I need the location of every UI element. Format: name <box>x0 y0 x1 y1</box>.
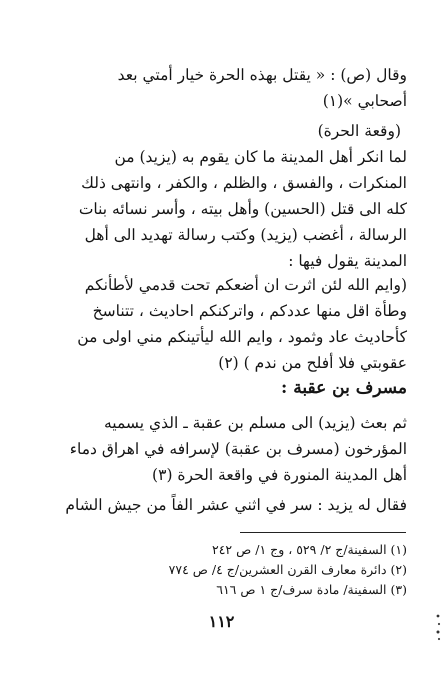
text-line: المدينة يقول فيها : <box>288 252 407 270</box>
quote-letter <box>36 272 407 376</box>
text-line: أهل المدينة المنورة في واقعة الحرة (٣) <box>152 466 407 484</box>
footnote-item: (٣) السفينة/ مادة سرف/ج ١ ص ٦١٦ <box>216 582 407 597</box>
footnote-divider <box>240 532 406 533</box>
scan-speck-icon <box>435 612 441 642</box>
section-heading: مسرف بن عقبة : <box>281 378 407 398</box>
paragraph-musrif <box>36 410 407 488</box>
text-line: فقال له يزيد : سر في اثني عشر الفاً من جيش الشام <box>65 496 407 514</box>
text-line: المؤرخون (مسرف بن عقبة) لإسرافه في اهراق دماء <box>69 440 407 458</box>
footnote-item: (٢) دائرة معارف القرن العشرين/ج ٤/ ص ٧٧٤ <box>168 562 407 577</box>
text-line: المنكرات ، والفسق ، والظلم ، والكفر ، وانتهى ذلك <box>81 174 407 192</box>
text-line: ثم بعث (يزيد) الى مسلم بن عقبة ـ الذي يسميه <box>103 414 407 432</box>
subheading-harra <box>36 118 407 144</box>
paragraph-command <box>36 492 407 518</box>
text-line: أصحابي »(١) <box>322 92 407 110</box>
paragraph-events <box>36 144 407 274</box>
text-line: عقوبتي فلا أفلح من ندم ) (٢) <box>218 354 407 372</box>
page-number: ١١٢ <box>208 612 235 631</box>
text-line: وقال (ص) : « يقتل بهذه الحرة خيار أمتي بعد <box>117 66 407 84</box>
text-line: لما انكر أهل المدينة ما كان يقوم به (يزيد) من <box>114 148 407 166</box>
text-line: الرسالة ، أغضب (يزيد) وكتب رسالة تهديد الى أهل <box>84 226 407 244</box>
footnote-item: (١) السفينة/ج ٢/ ٥٢٩ ، وج ١/ ص ٢٤٢ <box>212 542 407 557</box>
text-line: (وايم الله لئن اثرت ان أضعكم تحت قدمي لأطأنكم <box>84 276 407 294</box>
footnotes <box>169 540 407 600</box>
paragraph-hadith <box>36 62 407 114</box>
text-line: وطأة اقل منها عددكم ، واتركنكم احاديث ، تتناسخ <box>92 302 407 320</box>
text-line: كله الى قتل (الحسين) وأهل بيته ، وأسر نسائه بنات <box>78 200 407 218</box>
text-line: كأحاديث عاد وثمود ، وايم الله ليأتينكم مني اولى من <box>77 328 407 346</box>
subheading-text: (وقعة الحرة) <box>317 122 401 140</box>
